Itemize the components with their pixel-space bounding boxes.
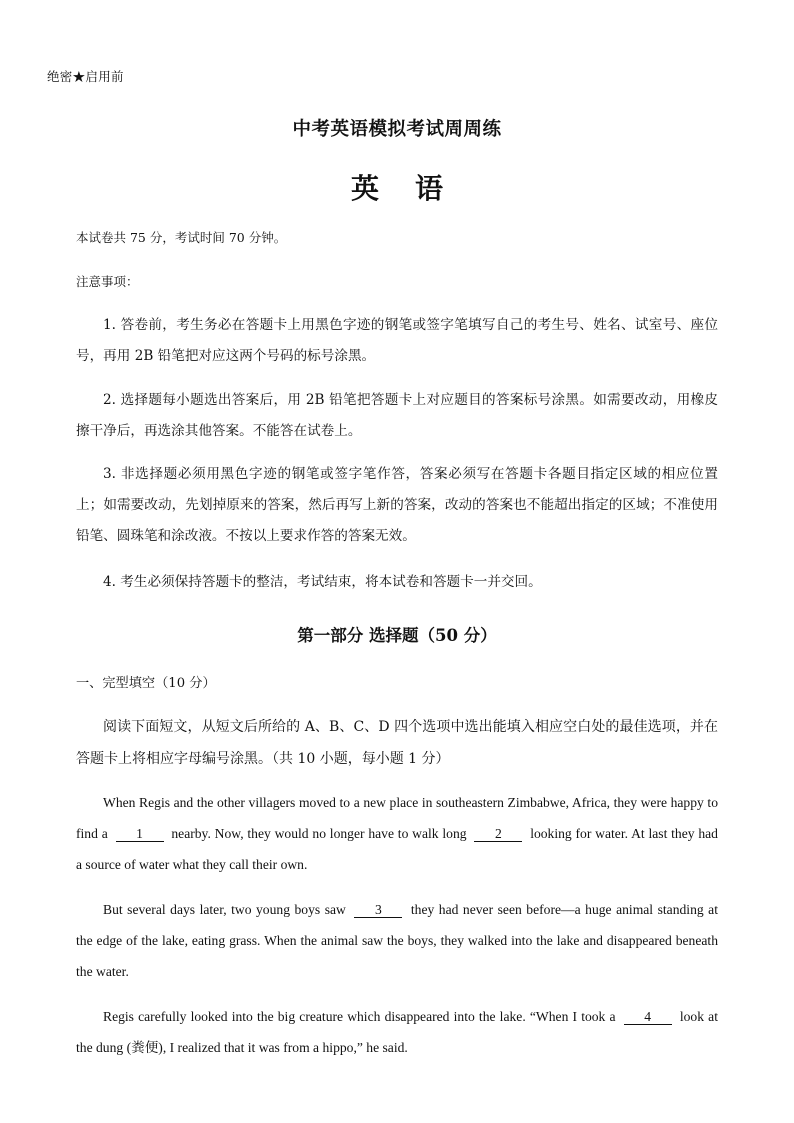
passage-text: nearby. Now, they would no longer have to walk long: [171, 826, 467, 841]
subject-char-1: 英: [350, 172, 379, 205]
passage-text: When Regis and the other villagers moved to a new place in southeastern Zimbabwe, Africa, they were happy to find a: [76, 795, 718, 841]
part-title: 第一部分 选择题（50 分）: [297, 626, 497, 645]
subject-title: [0, 167, 794, 207]
section-title: 一、完型填空（10 分）: [76, 676, 216, 691]
passage-paragraph-3: [76, 1001, 718, 1063]
blank-4: 4: [624, 1009, 672, 1025]
passage-text: looking for water. At last they had a source of water what they call their own.: [76, 826, 718, 872]
notice-item-4: 4. 考生必须保持答题卡的整洁，考试结束，将本试卷和答题卡一并交回。: [103, 574, 542, 590]
subject-char-2: 语: [415, 172, 444, 205]
notice-item-1: 1. 答卷前，考生务必在答题卡上用黑色字迹的钢笔或签字笔填写自己的考生号、姓名、试室号、座位号，再用 2B 铅笔把对应这两个号码的标号涂黑。: [76, 317, 718, 364]
exam-info: 本试卷共 75 分，考试时间 70 分钟。: [76, 230, 287, 245]
blank-3: 3: [354, 902, 402, 918]
passage-text: But several days later, two young boys saw: [103, 902, 346, 917]
confidential-mark: 绝密★启用前: [47, 69, 124, 84]
blank-2: 2: [474, 826, 522, 842]
notice-label: 注意事项：: [76, 274, 139, 289]
notice-item-3: 3. 非选择题必须用黑色字迹的钢笔或签字笔作答，答案必须写在答题卡各题目指定区域的相应位置上；如需要改动，先划掉原来的答案，然后再写上新的答案，改动的答案也不能超出指定的区域；不准使用铅笔、圆珠笔和涂改液。不按以上要求作答的答案无效。: [76, 466, 718, 544]
blank-1: 1: [116, 826, 164, 842]
passage-text: they had never seen before—a huge animal standing at the edge of the lake, eating grass. When the animal saw the boys, they walked into the lake and disappeared beneath the water.: [76, 902, 718, 979]
notice-item-2: 2. 选择题每小题选出答案后，用 2B 铅笔把答题卡上对应题目的答案标号涂黑。如需要改动，用橡皮擦干净后，再选涂其他答案。不能答在试卷上。: [76, 392, 718, 439]
passage-text: Regis carefully looked into the big creature which disappeared into the lake. “When I took a: [103, 1009, 616, 1024]
section-instructions: 阅读下面短文，从短文后所给的 A、B、C、D 四个选项中选出能填入相应空白处的最佳选项，并在答题卡上将相应字母编号涂黑。（共 10 小题，每小题 1 分）: [76, 719, 718, 767]
exam-title: 中考英语模拟考试周周练: [292, 119, 502, 140]
passage-paragraph-1: [76, 787, 718, 880]
passage-text: look at the dung (粪便), I realized that it was from a hippo,” he said.: [76, 1009, 718, 1055]
passage-paragraph-2: [76, 894, 718, 987]
